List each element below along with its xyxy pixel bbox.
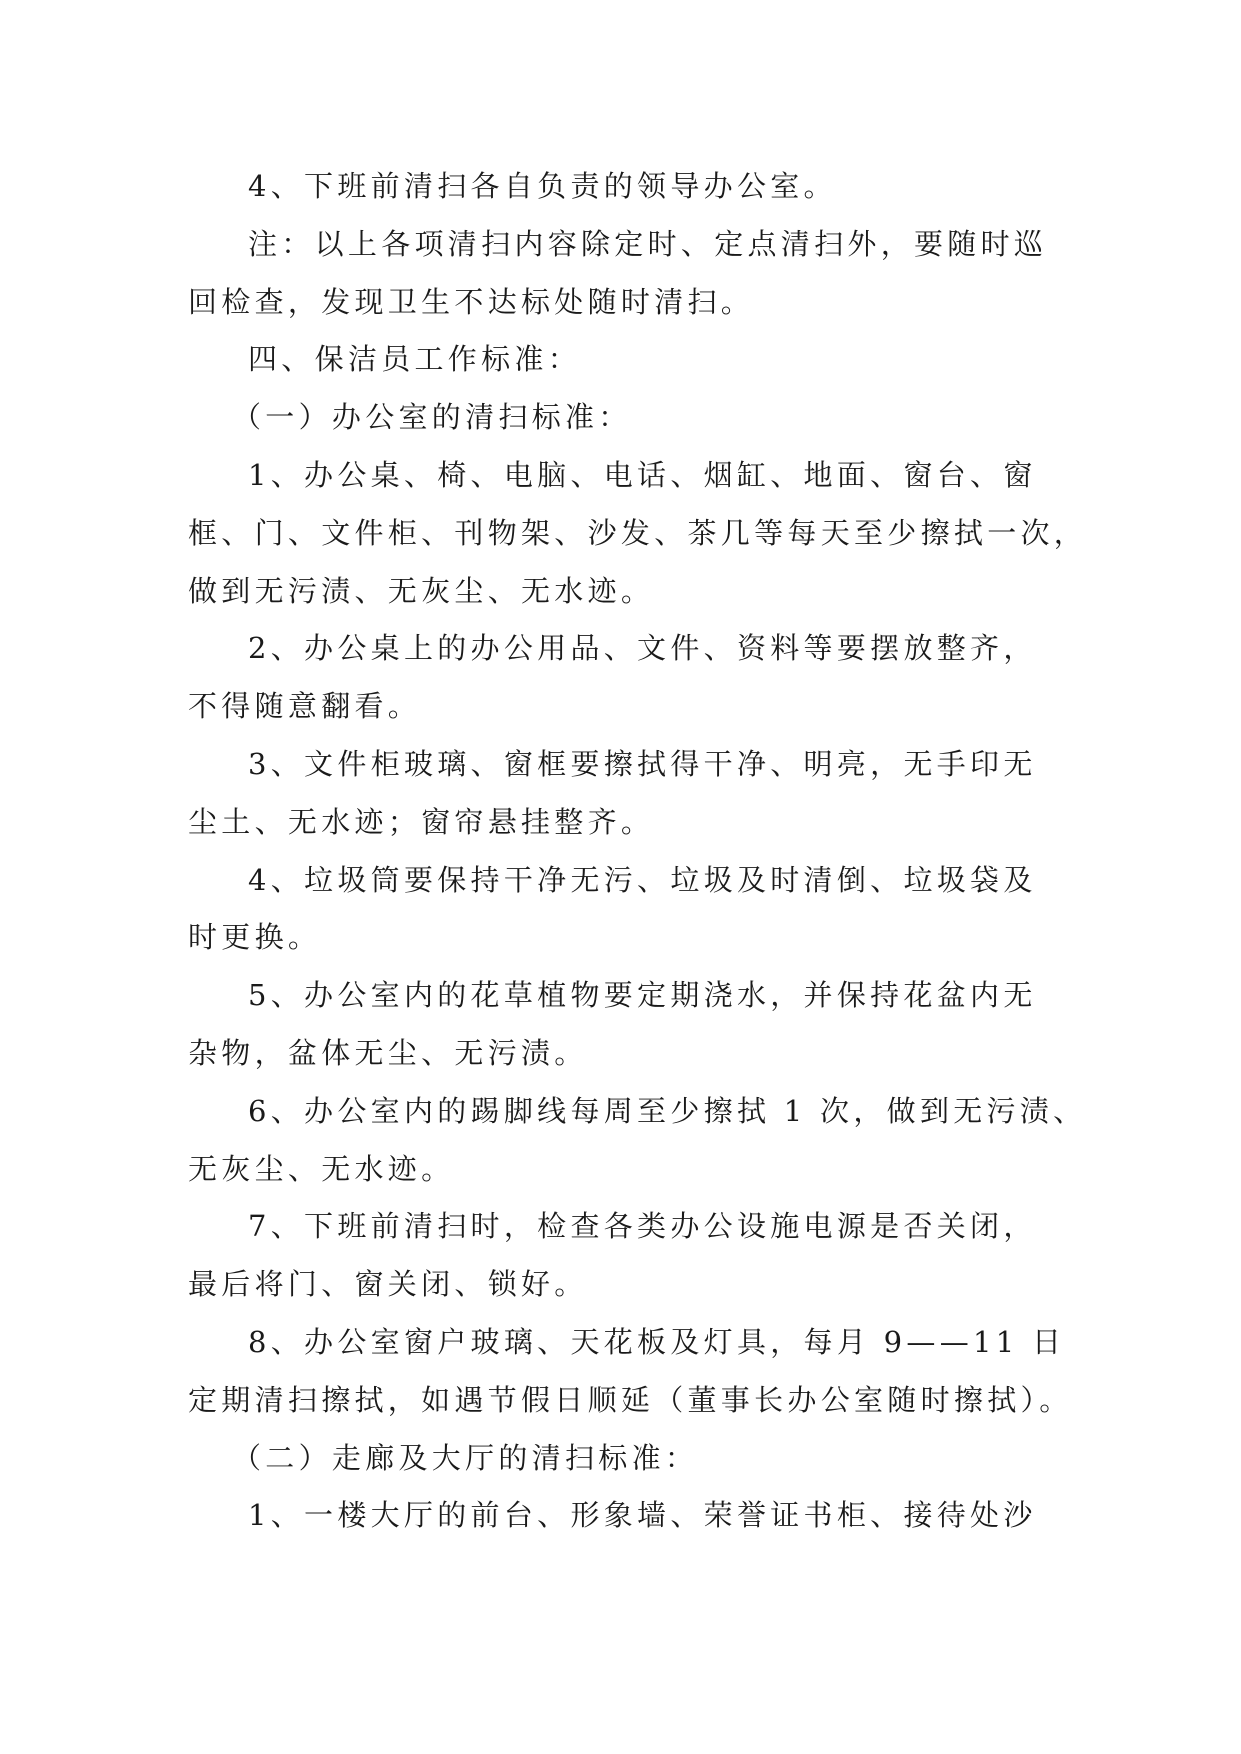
- document-body: [188, 158, 1088, 1545]
- text-line: 定期清扫擦拭，如遇节假日顺延（董事长办公室随时擦拭）。: [188, 1382, 1073, 1417]
- text-line: 3、文件柜玻璃、窗框要擦拭得干净、明亮，无手印无: [248, 746, 1037, 781]
- text-line: 回检查，发现卫生不达标处随时清扫。: [188, 284, 755, 319]
- text-line: 4、下班前清扫各自负责的领导办公室。: [248, 169, 837, 203]
- text-line: 注：以上各项清扫内容除定时、定点清扫外，要随时巡: [248, 226, 1048, 261]
- text-line: 5、办公室内的花草植物要定期浇水，并保持花盆内无: [248, 978, 1037, 1013]
- text-line: 杂物，盆体无尘、无污渍。: [188, 1035, 588, 1070]
- text-line: 不得随意翻看。: [188, 689, 422, 724]
- text-line: 4、垃圾筒要保持干净无污、垃圾及时清倒、垃圾袋及: [248, 862, 1037, 897]
- text-line: 无灰尘、无水迹。: [188, 1151, 455, 1186]
- text-line: 2、办公桌上的办公用品、文件、资料等要摆放整齐，: [248, 631, 1037, 666]
- text-line: 时更换。: [188, 920, 322, 955]
- section-heading: 四、保洁员工作标准：: [248, 342, 582, 377]
- text-line: 尘土、无水迹；窗帘悬挂整齐。: [188, 804, 655, 839]
- text-line: 最后将门、窗关闭、锁好。: [188, 1267, 588, 1302]
- text-line: 8、办公室窗户玻璃、天花板及灯具，每月 9——11 日: [248, 1324, 1066, 1359]
- text-line: 7、下班前清扫时，检查各类办公设施电源是否关闭，: [248, 1209, 1037, 1244]
- subsection-heading: （二）走廊及大厅的清扫标准：: [232, 1440, 699, 1475]
- text-line: 1、一楼大厅的前台、形象墙、荣誉证书柜、接待处沙: [248, 1498, 1037, 1533]
- text-line: 6、办公室内的踢脚线每周至少擦拭 1 次，做到无污渍、: [248, 1093, 1087, 1128]
- text-line: 做到无污渍、无灰尘、无水迹。: [188, 573, 655, 608]
- subsection-heading: （一）办公室的清扫标准：: [232, 400, 632, 435]
- text-line: 框、门、文件柜、刊物架、沙发、茶几等每天至少擦拭一次，: [188, 515, 1088, 550]
- text-line: 1、办公桌、椅、电脑、电话、烟缸、地面、窗台、窗: [248, 457, 1037, 492]
